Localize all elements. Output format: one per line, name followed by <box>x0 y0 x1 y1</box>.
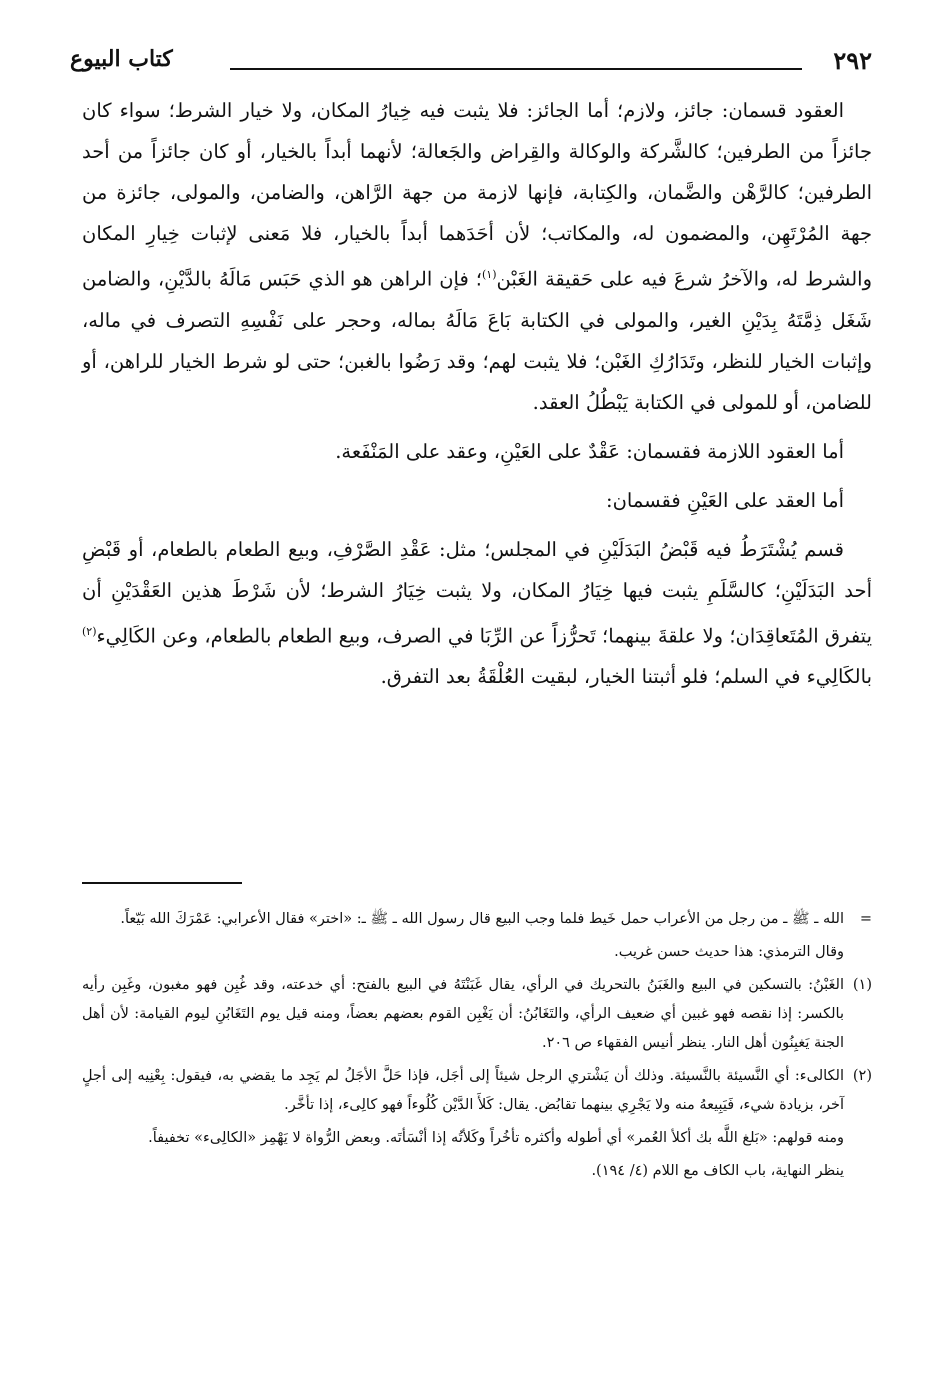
footnotes <box>82 905 872 1190</box>
footnote-marker: (٢) <box>852 1068 872 1084</box>
page-number: ٢٩٢ <box>833 46 872 75</box>
footnote-1 <box>82 971 872 1058</box>
footnote-separator <box>82 882 242 884</box>
paragraph-text: العقود قسمان: جائز، ولازم؛ أما الجائز: فلا يثبت فيه خِيارُ المكان، ولا خيار الشرط؛ سواء كان جائزاً من الطرفين؛ كالشَّركة والوكالة والقِراض والجَعالة؛ لأنهما أبداً بالخيار، أو كان جائزاً من أحد الطرفين؛ كالرَّهْن والضَّمان، والكِتابة، فإنها لازمة من جهة الرَّاهن، والضامن، والمولى، جائزة من جهة المُرْتَهِن، والمضمون له، والمكاتب؛ لأن أحَدَهما أبداً بالخيار، فلا مَعنى لإثبات خِيارِ المكان والشرط له، والآخرُ شرعَ فيه على حَقيقة الغَبْن <box>82 99 872 291</box>
footnote-continuation <box>82 905 872 934</box>
paragraph-contract-on-item: أما العقد على العَيْنِ فقسمان: <box>606 488 844 512</box>
footnote-ref-2[interactable]: (٢) <box>82 624 97 638</box>
footnote-text: الغَبْنُ: بالتسكين في البيع والغَبَنُ بالتحريك في الرأي، يقال غَبَنْتَهُ في البيع بالفتح: أي خدعته، وقد غُبِن فهو مغبون، وغَبِن رأيه بالكسر: إذا نقصه فهو غبين أي ضعيف الرأي، والتَغَابُنُ: أن يَغْبِن القوم بعضهم بعضاً، ومنه قيل يوم التَغَابُنِ ليوم القيامة: لأن أهل الجنة يَغبِنُون أهل النار. ينظر أنيس الفقهاء ص ٢٠٦. <box>82 977 844 1051</box>
footnote-text: الله ـ ﷺ ـ من رجل من الأعراب حمل خَيط فلما وجب البيع قال رسول الله ـ ﷺ ـ: «اختر» فقال الأعرابي: عَمْرَكَ الله بَيّعاً. <box>120 911 844 927</box>
footnote-text: الكالىء: أي النَّسيئة بالنَّسيئة. وذلك أن يَشْتري الرجل شيئاً إلى أجَل، فإذا حَلَّ الأجَلُ لم يَجِد ما يقضي به، فيقول: بِعْنِيه إلى أجلٍ آخر، بزيادة شيء، فَيَبِيعهُ منه ولا يَجْرِي بينهما تقابُض. يقال: كَلأَ الدَّيْن كُلُوءاً فهو كالِىء، إذا تأخَّر. <box>82 1068 844 1113</box>
running-title: كتاب البيوع <box>70 46 173 72</box>
paragraph-text: قسم يُشْتَرَطُ فيه قَبْضُ البَدَلَيْنِ في المجلس؛ مثل: عَقْدِ الصَّرْفِ، وبيع الطعام بالطعام، أو قَبْضِ أحد البَدَلَيْنِ؛ كالسَّلَمِ يثبت فيها خِيَارُ المكان، ولا يثبت خِيَارُ الشرط؛ لأن شَرْطَ هذين العَقْدَيْنِ أن يتفرق المُتَعاقِدَان؛ ولا علقةَ بينهما؛ تَحرُّزاً عن الرِّبَا في الصرف، وبيع الطعام بالطعام، وعن الكَالِيء <box>82 537 872 647</box>
paragraph-text: ؛ فإن الراهن هو الذي حَبَس مَالَهُ بالدَّيْنِ، والضامن شَغَل ذِمَّتَهُ بِدَيْنِ الغير، والمولى في الكتابة بَاعَ مَالَهُ بماله، وحجر على نَفْسِهِ التصرف في ماله، وإثبات الخيار للنظر، وتَدَارُكِ الغَبْن؛ فلا يثبت لهم؛ وقد رَضُوا بالغبن؛ حتى لو شرط الخيار للراهن، أو للضامن، أو للمولى في الكتابة يَبْطُلُ العقد. <box>82 267 872 414</box>
main-text <box>82 90 872 705</box>
footnote-marker: (١) <box>852 977 872 993</box>
paragraph-contracts <box>82 90 872 423</box>
footnote-2-extra: ومنه قولهم: «بَلغ اللَّه بك أكلأ العُمر» أي أطوله وأكثره تأخُراً وكَلأتُه إذا أنْسَأتَه. وبعض الرُّواة لا يَهْمِز «الكالِىء» تخفيفاً. <box>148 1130 844 1146</box>
header-rule <box>230 68 802 70</box>
paragraph-text: بالكَالِيء في السلم؛ فلو أثبتنا الخيار، لبقيت العُلْقَةُ بعد التفرق. <box>380 665 872 688</box>
tirmidhi-note: وقال الترمذي: هذا حديث حسن غريب. <box>614 944 844 960</box>
page-header <box>70 44 872 84</box>
paragraph-binding-contracts: أما العقود اللازمة فقسمان: عَقْدٌ على العَيْنِ، وعقد على المَنْفَعة. <box>335 439 844 463</box>
continuation-marker: = <box>859 911 872 927</box>
footnote-2-source: ينظر النهاية، باب الكاف مع اللام (٤/ ١٩٤). <box>591 1163 844 1179</box>
footnote-2 <box>82 1062 872 1120</box>
footnote-ref-1[interactable]: (١) <box>481 268 497 281</box>
paragraph-exchange <box>82 529 872 698</box>
